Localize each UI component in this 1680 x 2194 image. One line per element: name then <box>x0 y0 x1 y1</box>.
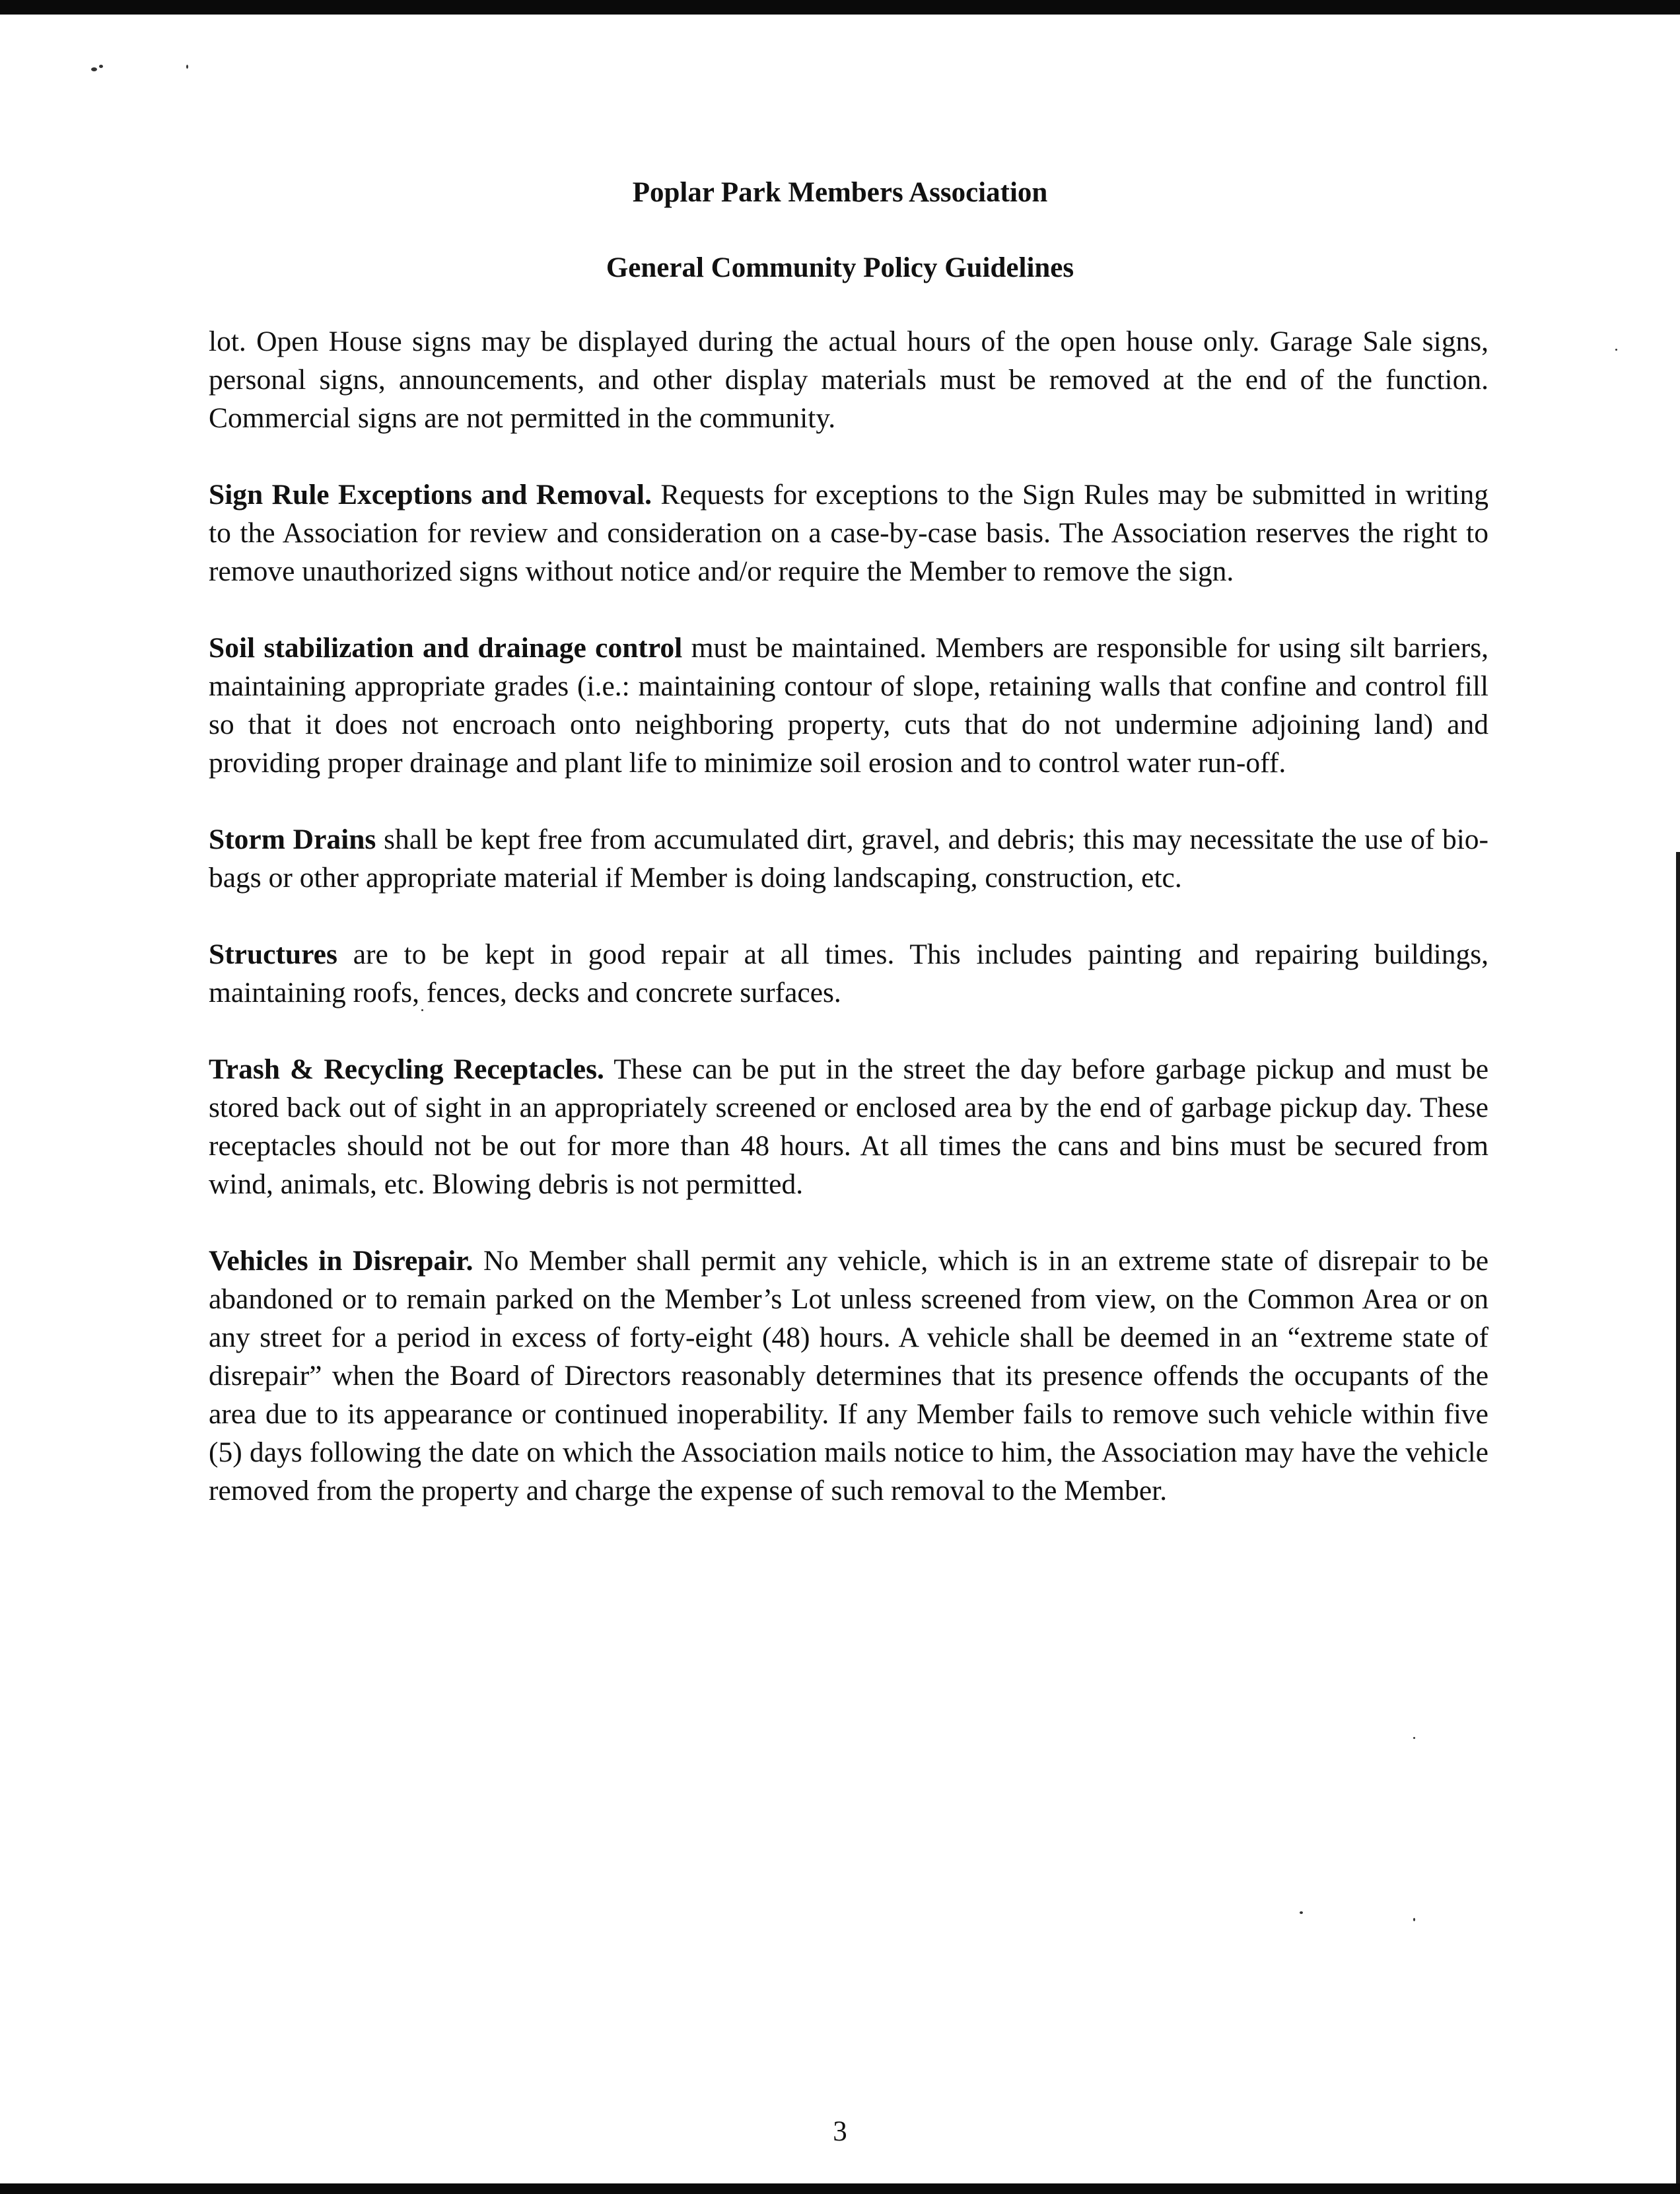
organization-title: Poplar Park Members Association <box>632 177 1048 208</box>
paragraph-text: These can be put in the street the day before garbage pickup and must be stored back out of sight in an appropriately screened or enclosed area by the end of garbage pickup day. These receptacles should not be out for more than 48 hours. At all times the cans and bins must be secured from wind, animals, etc. Blowing debris is not permitted. <box>209 1053 1489 1200</box>
intro-paragraph: lot. Open House signs may be displayed during the actual hours of the open house only. Garage Sale signs, personal signs, announcements, and other display materials must be removed at the end of the function. Commercial signs are not permitted in the community. <box>209 326 1488 434</box>
document-header <box>0 173 1680 288</box>
paragraph-text: Requests for exceptions to the Sign Rules may be submitted in writing to the Association for review and consideration on a case-by-case basis. The Association reserves the right to remove unauthorized signs without notice and/or require the Member to remove the sign. <box>209 479 1489 587</box>
scan-speck <box>1615 349 1617 351</box>
paragraph-structures <box>209 935 1488 1012</box>
paragraph-text: No Member shall permit any vehicle, which is in an extreme state of disrepair to be abandoned or to remain parked on the Member’s Lot unless screened from view, on the Common Area or on any street for a period in excess of forty-eight (48) hours. A vehicle shall be deemed in an “extreme state of disrepair” when the Board of Directors reasonably determines that its presence offends the occupants of the area due to its appearance or continued inoperability. If any Member fails to remove such vehicle within five (5) days following the date on which the Association mails notice to him, the Association may have the vehicle removed from the property and charge the expense of such removal to the Member. <box>209 1245 1489 1506</box>
paragraph-term: Structures <box>209 938 337 970</box>
scan-border-top <box>0 0 1680 15</box>
scan-border-right <box>1676 852 1680 2186</box>
scan-speck <box>1413 1918 1415 1921</box>
scan-speck <box>1300 1911 1303 1914</box>
paragraph-term: Sign Rule Exceptions and Removal. <box>209 479 652 511</box>
scan-speck <box>186 65 188 69</box>
page-number: 3 <box>833 2116 847 2147</box>
paragraph-term: Vehicles in Disrepair. <box>209 1245 473 1277</box>
paragraph-sign-rule-exceptions <box>209 476 1488 590</box>
paragraph-text: are to be kept in good repair at all times. This includes painting and repairing buildings, maintaining roofs, fences, decks and concrete surfaces. <box>209 938 1488 1009</box>
paragraph-storm-drains <box>209 820 1488 897</box>
paragraph-term: Storm Drains <box>209 824 376 855</box>
document-heading: General Community Policy Guidelines <box>606 252 1074 283</box>
paragraph-vehicles-disrepair <box>209 1242 1488 1510</box>
paragraph-trash-recycling <box>209 1050 1488 1203</box>
document-body <box>209 322 1488 1548</box>
scan-border-bottom <box>0 2183 1680 2194</box>
paragraph-text: must be maintained. Members are responsible for using silt barriers, maintaining appropriate grades (i.e.: maintaining contour of slope, retaining walls that confine and control fill so that it does not encroach onto neighboring property, cuts that do not undermine adjoining land) and providing proper drainage and plant life to minimize soil erosion and to control water run-off. <box>209 632 1489 779</box>
paragraph-soil-stabilization <box>209 629 1488 782</box>
paragraph-text: shall be kept free from accumulated dirt, gravel, and debris; this may necessitate the use of bio-bags or other appropriate material if Member is doing landscaping, construction, etc. <box>209 824 1489 894</box>
scan-speck <box>1413 1737 1415 1739</box>
paragraph-term: Soil stabilization and drainage control <box>209 632 683 664</box>
paragraph-term: Trash & Recycling Receptacles. <box>209 1053 604 1085</box>
scan-speck <box>99 65 103 68</box>
scan-speck <box>91 67 97 71</box>
